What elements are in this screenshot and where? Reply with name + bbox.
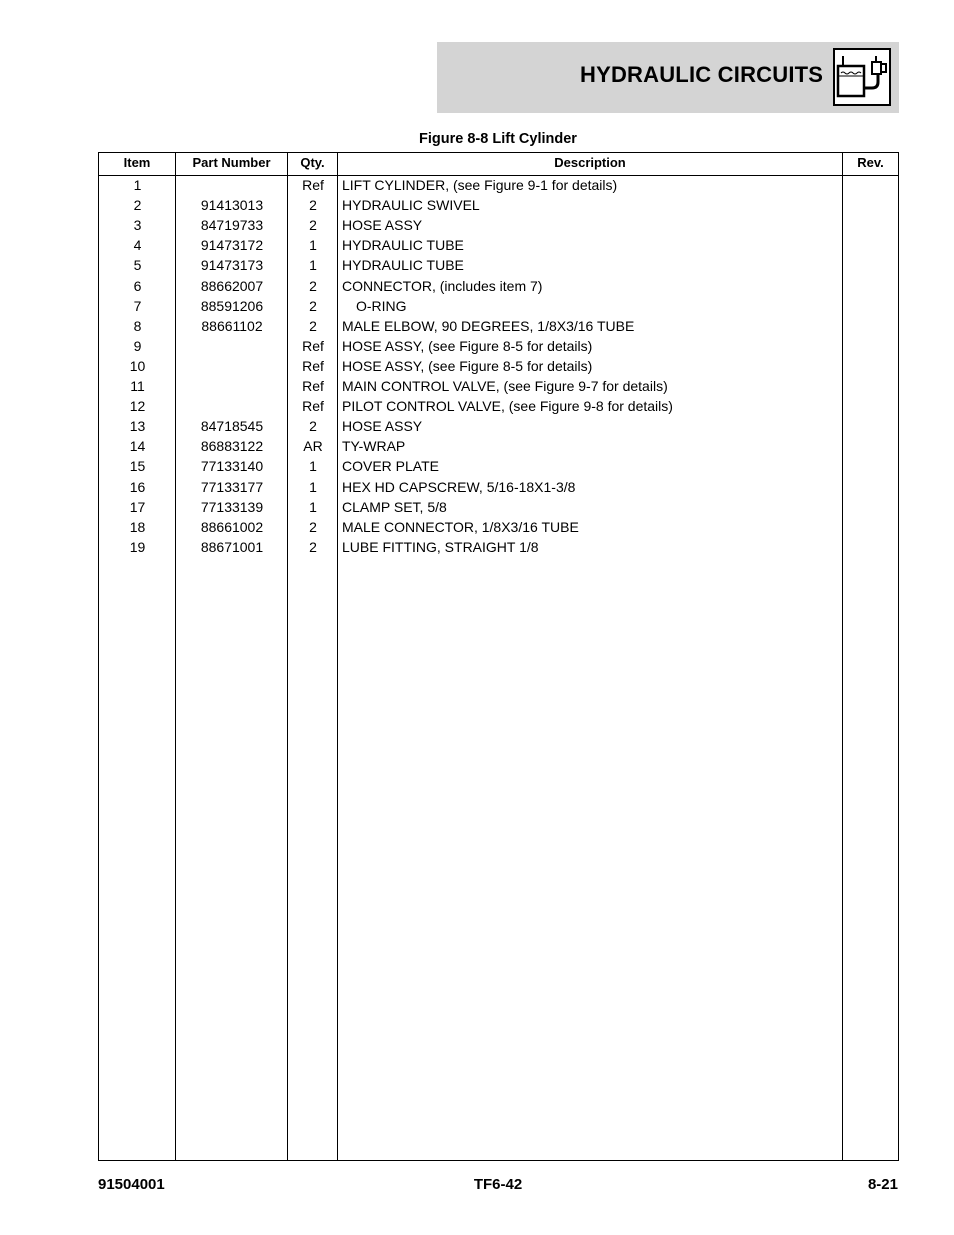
row-part-number: 91473173 (200, 257, 264, 274)
row-description: CONNECTOR, (includes item 7) (342, 277, 543, 294)
row-qty: AR (303, 438, 323, 455)
row-description: MALE ELBOW, 90 DEGREES, 1/8X3/16 TUBE (342, 317, 635, 334)
parts-table (98, 152, 899, 1161)
row-item: 2 (133, 197, 142, 214)
row-item: 10 (129, 357, 146, 374)
row-description: TY-WRAP (342, 438, 406, 455)
table-row (99, 398, 898, 418)
table-row (99, 177, 898, 197)
row-part-number: 77133140 (200, 458, 264, 475)
row-description: PILOT CONTROL VALVE, (see Figure 9-8 for details) (342, 398, 673, 415)
column-header-description: Description (554, 155, 626, 170)
row-part-number: 88661002 (200, 518, 264, 535)
row-item: 17 (129, 498, 146, 515)
row-part-number: 77133139 (200, 498, 264, 515)
table-row (99, 519, 898, 539)
row-item: 19 (129, 538, 146, 555)
column-header-part-number: Part Number (192, 155, 271, 170)
row-qty: 2 (309, 217, 317, 234)
row-part-number: 84718545 (200, 418, 264, 435)
column-header-qty: Qty. (300, 155, 325, 170)
row-description: HOSE ASSY (342, 217, 423, 234)
header-divider (99, 175, 898, 176)
row-item: 6 (133, 277, 142, 294)
footer-document-number: 91504001 (98, 1176, 165, 1193)
table-row (99, 257, 898, 277)
row-description: HYDRAULIC SWIVEL (342, 197, 480, 214)
row-qty: 2 (309, 277, 317, 294)
row-qty: 1 (309, 478, 317, 495)
row-qty: 1 (309, 498, 317, 515)
row-qty: Ref (302, 378, 324, 394)
row-part-number: 91473172 (200, 237, 264, 254)
row-description: MALE CONNECTOR, 1/8X3/16 TUBE (342, 518, 579, 535)
table-row (99, 338, 898, 358)
row-description: CLAMP SET, 5/8 (342, 498, 447, 515)
row-item: 5 (133, 257, 142, 274)
row-item: 3 (133, 217, 142, 234)
row-description: HOSE ASSY, (see Figure 8-5 for details) (342, 337, 593, 354)
column-header-item: Item (123, 155, 151, 170)
row-description: HYDRAULIC TUBE (342, 237, 464, 254)
row-item: 11 (130, 378, 145, 394)
row-qty: 2 (309, 518, 317, 535)
table-row (99, 237, 898, 257)
row-qty: 2 (309, 197, 317, 214)
table-row (99, 197, 898, 217)
row-description: HOSE ASSY (342, 418, 423, 435)
table-row (99, 378, 898, 398)
row-item: 16 (129, 478, 146, 495)
row-part-number: 88662007 (200, 277, 264, 294)
row-description: MAIN CONTROL VALVE, (see Figure 9-7 for details) (342, 378, 668, 394)
table-row (99, 318, 898, 338)
row-item: 7 (133, 297, 142, 314)
row-part-number: 84719733 (200, 217, 264, 234)
row-qty: Ref (302, 337, 324, 354)
row-part-number: 88661102 (201, 317, 263, 334)
table-row (99, 298, 898, 318)
row-description: LUBE FITTING, STRAIGHT 1/8 (342, 538, 539, 555)
row-item: 4 (133, 237, 142, 254)
row-description: O-RING (356, 297, 407, 314)
row-part-number: 86883122 (200, 438, 264, 455)
hydraulic-tank-icon (833, 48, 891, 106)
footer-page-number: 8-21 (867, 1176, 898, 1193)
row-item: 15 (129, 458, 146, 475)
table-row (99, 458, 898, 478)
figure-title: Figure 8-8 Lift Cylinder (419, 131, 577, 147)
row-description: LIFT CYLINDER, (see Figure 9-1 for details) (342, 177, 618, 193)
footer-center-code: TF6-42 (473, 1176, 523, 1193)
row-part-number: 88591206 (200, 297, 264, 314)
row-qty: Ref (302, 357, 324, 374)
row-item: 1 (133, 177, 142, 193)
row-part-number: 77133177 (200, 478, 264, 495)
section-title: HYDRAULIC CIRCUITS (580, 62, 824, 87)
row-part-number: 88671001 (200, 538, 264, 555)
row-item: 9 (133, 337, 142, 354)
row-qty: 1 (309, 458, 317, 475)
row-description: HYDRAULIC TUBE (342, 257, 464, 274)
row-qty: 2 (309, 538, 317, 555)
row-item: 12 (129, 398, 146, 415)
table-row (99, 438, 898, 458)
table-row (99, 499, 898, 519)
row-part-number: 91413013 (200, 197, 264, 214)
row-qty: 1 (309, 257, 317, 274)
row-item: 18 (129, 518, 146, 535)
table-row (99, 217, 898, 237)
row-item: 8 (133, 317, 142, 334)
column-header-rev: Rev. (857, 155, 884, 170)
row-description: HOSE ASSY, (see Figure 8-5 for details) (342, 357, 593, 374)
row-description: HEX HD CAPSCREW, 5/16-18X1-3/8 (342, 478, 576, 495)
row-qty: 2 (309, 297, 317, 314)
row-qty: Ref (302, 177, 324, 193)
row-description: COVER PLATE (342, 458, 439, 475)
row-qty: 2 (309, 418, 317, 435)
table-row (99, 358, 898, 378)
table-row (99, 479, 898, 499)
table-row (99, 539, 898, 559)
row-qty: Ref (302, 398, 324, 415)
row-item: 14 (129, 438, 146, 455)
table-row (99, 278, 898, 298)
row-qty: 1 (309, 237, 317, 254)
row-item: 13 (129, 418, 146, 435)
table-row (99, 418, 898, 438)
row-qty: 2 (309, 317, 317, 334)
